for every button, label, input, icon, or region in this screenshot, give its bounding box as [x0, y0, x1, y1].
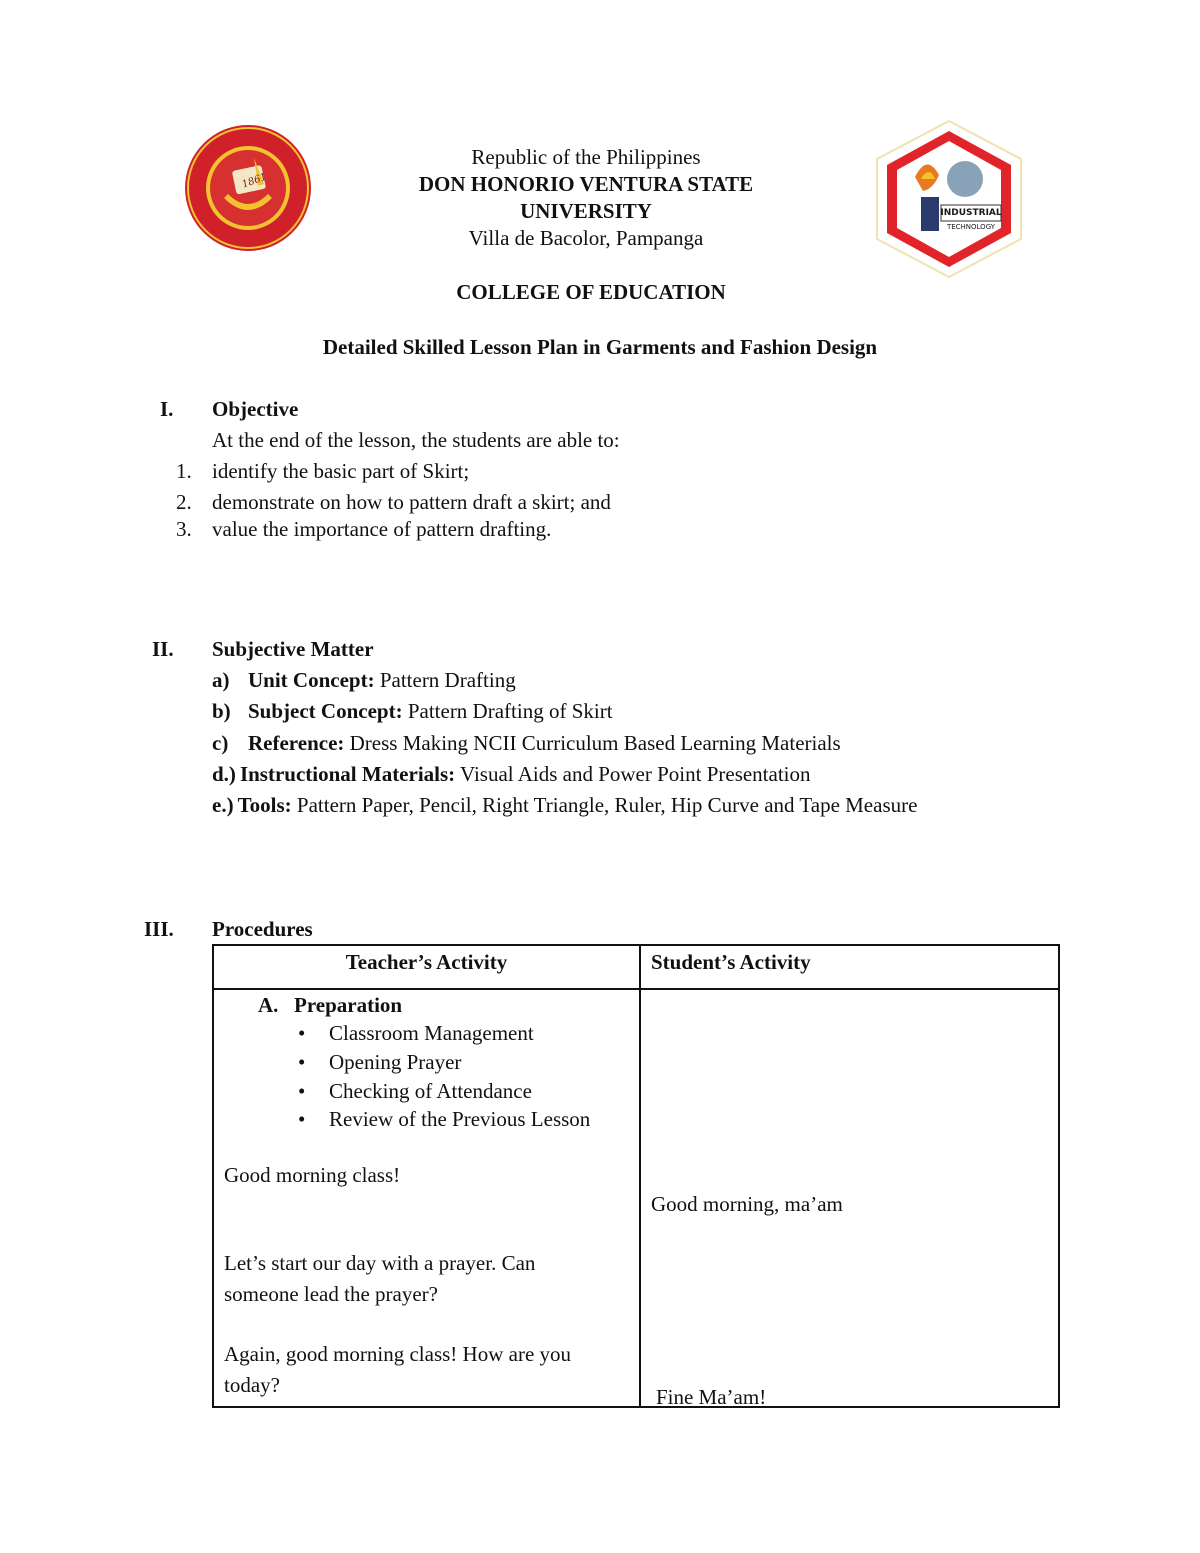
subject-item-label: Instructional Materials: [239, 762, 456, 786]
subject-item-letter: b) [212, 699, 231, 723]
subject-item-label: Tools: [237, 793, 292, 817]
prep-bullet: Checking of Attendance [329, 1079, 532, 1103]
bullet-dot-icon: • [298, 1107, 306, 1131]
subject-item [212, 762, 811, 787]
procedures-table [212, 944, 1060, 1408]
objective-item: value the importance of pattern drafting. [212, 517, 552, 541]
bullet-dot-icon: • [298, 1021, 306, 1045]
university-seal-logo [184, 124, 312, 252]
header-university-name-2: UNIVERSITY [520, 199, 652, 223]
objective-item-number: 2. [176, 490, 192, 514]
student-line: Fine Ma’am! [655, 1385, 767, 1409]
header-address: Villa de Bacolor, Pampanga [468, 226, 704, 250]
section-numeral-objective: I. [160, 397, 174, 421]
subject-item-label: Unit Concept: [248, 668, 375, 692]
teacher-line: someone lead the prayer? [224, 1282, 438, 1306]
student-line: Good morning, ma’am [650, 1192, 843, 1216]
objective-item-number: 3. [176, 517, 192, 541]
subject-item-letter: a) [212, 668, 230, 692]
subject-item-letter: e.) [212, 793, 234, 817]
section-heading-objective: Objective [212, 397, 299, 421]
subject-item-text: Pattern Paper, Pencil, Right Triangle, Ruler, Hip Curve and Tape Measure [291, 793, 918, 817]
prep-bullet: Review of the Previous Lesson [329, 1107, 591, 1131]
college-name: COLLEGE OF EDUCATION [456, 280, 726, 304]
prep-heading: Preparation [294, 993, 403, 1017]
subject-item-text: Pattern Drafting [374, 668, 516, 692]
teacher-line: today? [224, 1373, 280, 1397]
table-header-student: Student’s Activity [640, 945, 1059, 989]
subject-item-label: Subject Concept: [248, 699, 403, 723]
teacher-line: Let’s start our day with a prayer. Can [224, 1251, 536, 1275]
section-numeral-procedures: III. [144, 917, 174, 941]
teacher-line: Again, good morning class! How are you [224, 1342, 572, 1366]
section-numeral-subject: II. [152, 637, 174, 661]
subject-item-letter: c) [212, 731, 229, 755]
bullet-dot-icon: • [298, 1079, 306, 1103]
subject-item [212, 699, 613, 724]
section-heading-subject: Subjective Matter [212, 637, 374, 661]
student-activity-cell [640, 989, 1059, 1407]
subject-item-text: Visual Aids and Power Point Presentation [455, 762, 811, 786]
svg-text:TECHNOLOGY: TECHNOLOGY [946, 223, 996, 231]
objective-item-number: 1. [176, 459, 192, 483]
prep-bullet: Classroom Management [329, 1021, 534, 1045]
header-university-name: DON HONORIO VENTURA STATE [418, 172, 754, 196]
subject-item [212, 668, 516, 693]
svg-text:1861: 1861 [240, 171, 269, 191]
document-title: Detailed Skilled Lesson Plan in Garments and Fashion Design [322, 335, 878, 359]
bullet-dot-icon: • [298, 1050, 306, 1074]
objective-item: demonstrate on how to pattern draft a skirt; and [212, 490, 611, 514]
subject-item [212, 731, 841, 756]
objective-intro: At the end of the lesson, the students are able to: [212, 428, 620, 452]
subject-item-label: Reference: [248, 731, 345, 755]
table-header-teacher: Teacher’s Activity [213, 945, 640, 989]
teacher-activity-cell [213, 989, 640, 1407]
college-industrial-technology-logo [873, 119, 1025, 279]
svg-text:INDUSTRIAL: INDUSTRIAL [940, 208, 1002, 218]
objective-item: identify the basic part of Skirt; [212, 459, 470, 483]
prep-bullet: Opening Prayer [329, 1050, 462, 1074]
subject-item [212, 793, 917, 818]
section-heading-procedures: Procedures [212, 917, 313, 941]
header-republic: Republic of the Philippines [471, 145, 701, 169]
subject-item-text: Dress Making NCII Curriculum Based Learning Materials [344, 731, 841, 755]
prep-letter: A. [258, 993, 279, 1017]
teacher-line: Good morning class! [224, 1163, 401, 1187]
subject-item-letter: d.) [212, 762, 236, 786]
subject-item-text: Pattern Drafting of Skirt [402, 699, 613, 723]
